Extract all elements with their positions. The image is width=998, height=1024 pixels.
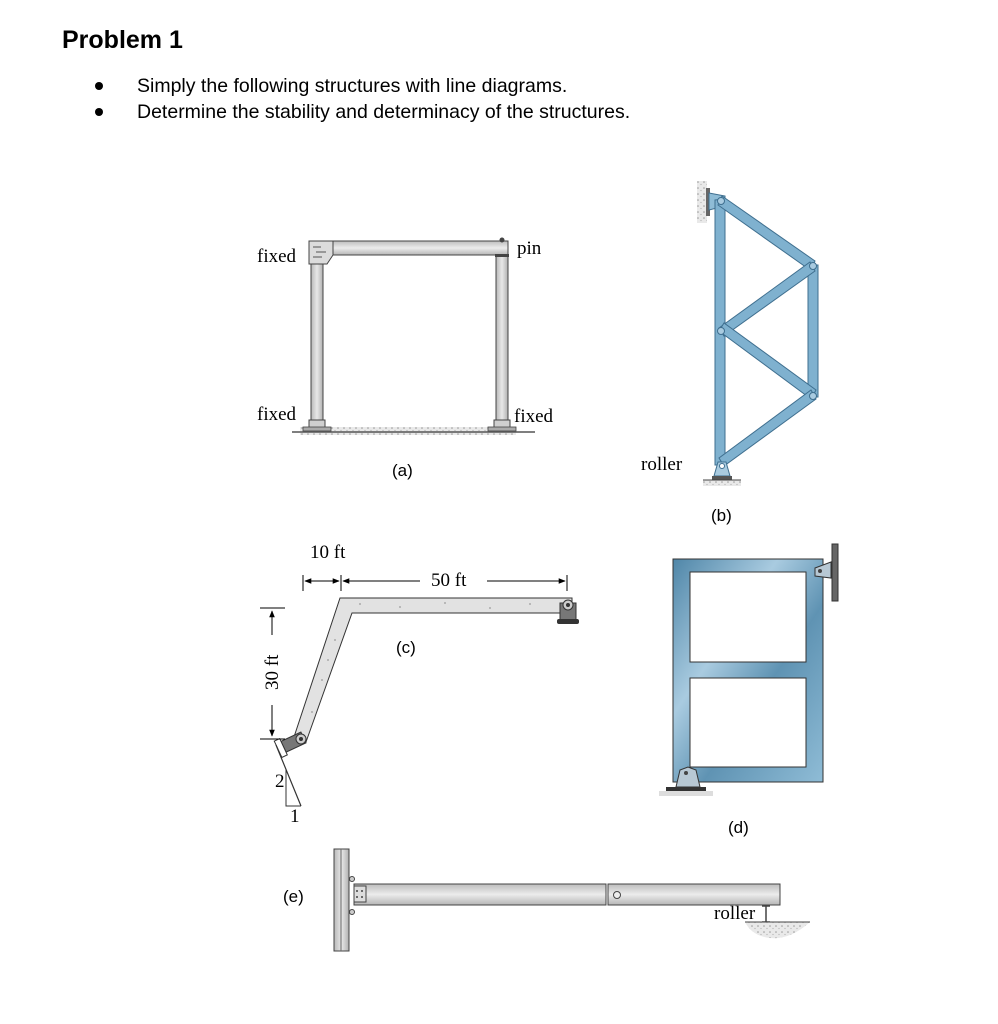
roller-support: [762, 906, 770, 922]
truss-diagonal: [719, 323, 816, 399]
pin-joint-top-right: [500, 238, 505, 243]
structure-d: [659, 544, 838, 837]
fixed-connection: [354, 886, 366, 902]
slope-run: 1: [290, 806, 300, 827]
ground: [300, 427, 516, 435]
label-50ft: 50 ft: [431, 570, 467, 591]
structure-e: [283, 849, 810, 951]
structure-b: [641, 181, 818, 525]
structure-c: [260, 542, 579, 827]
caption-a: (a): [392, 461, 413, 480]
label-fixed-bottom-left: fixed: [257, 404, 297, 425]
caption-b: (b): [711, 506, 732, 525]
label-fixed-bottom-right: fixed: [514, 406, 554, 427]
page-title: Problem 1: [62, 26, 183, 54]
beam-left-segment: [354, 884, 606, 905]
beam: [309, 241, 508, 255]
wall: [697, 181, 707, 223]
column-left: [311, 264, 323, 422]
frame-member: [673, 559, 823, 782]
instruction-item: Determine the stability and determinacy of the structures.: [95, 99, 630, 125]
caption-d: (d): [728, 818, 749, 837]
label-30ft: 30 ft: [262, 654, 283, 690]
truss-diagonal: [719, 390, 816, 466]
bent-member: [294, 598, 572, 742]
beam-right-segment: [608, 884, 780, 905]
slope-rise: 2: [275, 771, 285, 792]
label-fixed-top-left: fixed: [257, 246, 297, 267]
column-right: [496, 256, 508, 422]
caption-e: (e): [283, 887, 304, 906]
pin-support-bottom: [676, 767, 700, 787]
label-roller-e: roller: [714, 903, 756, 924]
truss-diagonal: [718, 196, 815, 270]
truss-vertical-right: [808, 265, 818, 397]
label-10ft: 10 ft: [310, 542, 346, 563]
instruction-item: Simply the following structures with line diagrams.: [95, 73, 630, 99]
truss-diagonal: [719, 262, 815, 336]
caption-c: (c): [396, 638, 416, 657]
structure-a: [257, 238, 554, 481]
hinge: [614, 892, 621, 899]
label-pin: pin: [517, 238, 542, 259]
label-roller: roller: [641, 454, 683, 475]
wall-plate: [832, 544, 838, 601]
